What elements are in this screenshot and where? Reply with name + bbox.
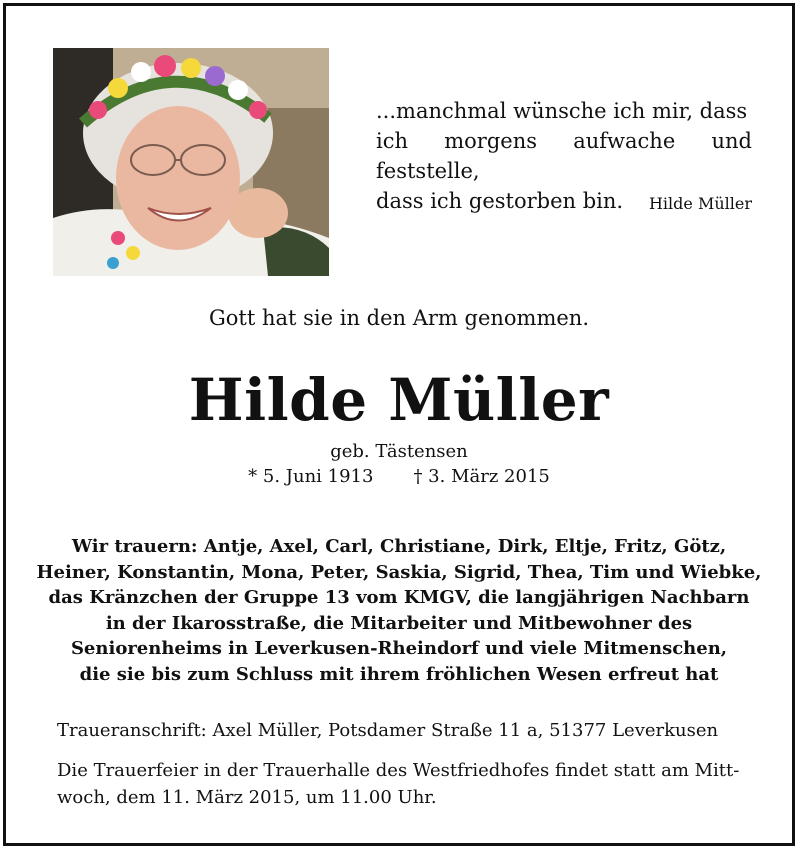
ceremony-line: Die Trauerfeier in der Trauerhalle des Westfriedhofes findet statt am Mitt-: [57, 760, 740, 781]
mourners-text: [6, 534, 792, 687]
mourners-line: Wir trauern: Antje, Axel, Carl, Christiane, Dirk, Eltje, Fritz, Götz,: [71, 536, 727, 557]
deceased-name: Hilde Müller: [188, 366, 610, 434]
mourners-line: in der Ikarosstraße, die Mitarbeiter und Mitbewohner des: [105, 612, 693, 634]
portrait-photo: [53, 48, 329, 276]
birth-date: * 5. Juni 1913: [248, 466, 374, 487]
ceremony-line: woch, dem 11. März 2015, um 11.00 Uhr.: [57, 787, 437, 808]
mourners-line: die sie bis zum Schluss mit ihrem fröhlichen Wesen erfreut hat: [79, 663, 719, 685]
quote-line: dass ich gestorben bin.: [376, 189, 624, 213]
death-date: † 3. März 2015: [413, 466, 550, 487]
quote-author: Hilde Müller: [648, 194, 752, 213]
maiden-name: geb. Tästensen: [330, 441, 468, 462]
mourners-line: Seniorenheims in Leverkusen-Rheindorf und viele Mitmenschen,: [70, 638, 728, 659]
mourners-line: das Kränzchen der Gruppe 13 vom KMGV, die langjährigen Nachbarn: [48, 587, 750, 608]
obituary-frame: [3, 3, 795, 846]
mourners-line: Heiner, Konstantin, Mona, Peter, Saskia, Sigrid, Thea, Tim und Wiebke,: [36, 561, 762, 583]
quote-line: ...manchmal wünsche ich mir, dass: [376, 99, 748, 123]
headline: Gott hat sie in den Arm genommen.: [209, 306, 589, 330]
mourning-address: Traueranschrift: Axel Müller, Potsdamer Straße 11 a, 51377 Leverkusen: [57, 720, 719, 741]
life-dates: [6, 466, 792, 487]
ceremony-info: [57, 757, 747, 811]
quote-line: ich morgens aufwache und feststelle,: [376, 129, 752, 183]
